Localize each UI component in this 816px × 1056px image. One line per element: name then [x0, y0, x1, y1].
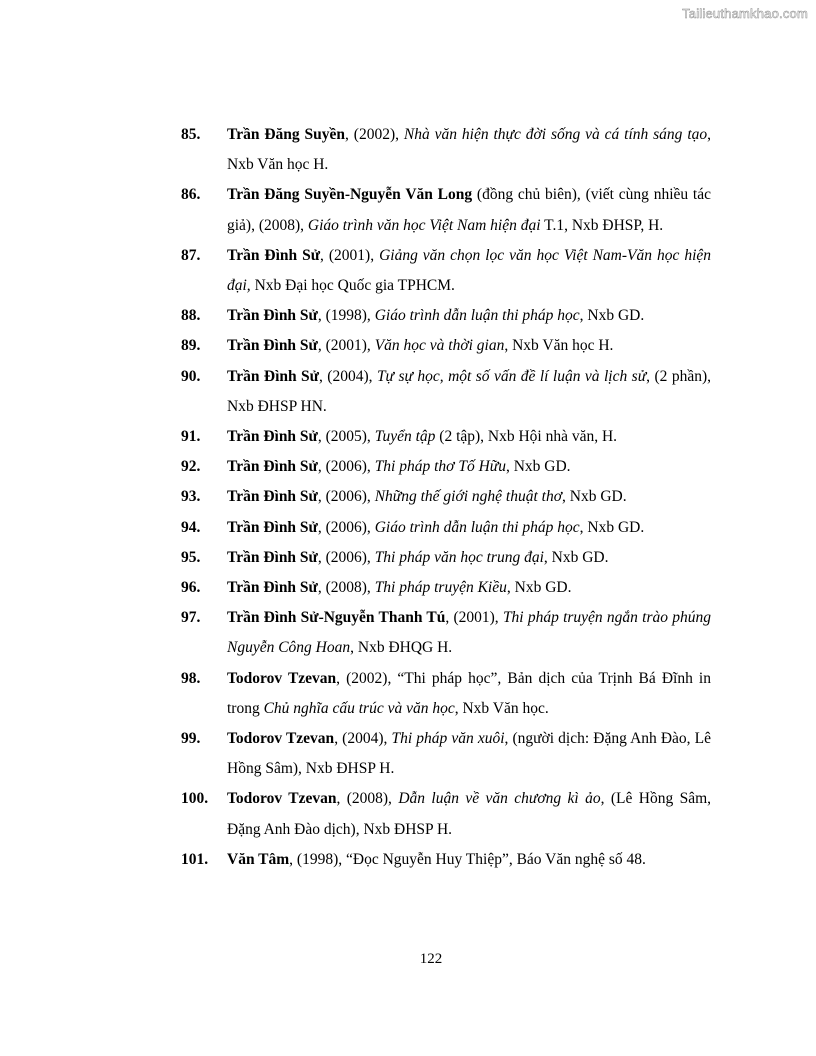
reference-detail: , Nxb GD.	[562, 488, 627, 506]
reference-author: Trần Đình Sử	[227, 488, 318, 506]
reference-entry	[181, 784, 711, 844]
reference-author: Trần Đình Sử	[227, 307, 318, 325]
reference-detail: , (2006),	[317, 458, 375, 476]
reference-author: Trần Đình Sử	[227, 518, 318, 536]
reference-detail: , (2001),	[445, 609, 503, 627]
reference-detail: , (2 phần), Nxb ĐHSP HN.	[227, 367, 711, 415]
reference-detail: , Nxb ĐHQG H.	[350, 639, 453, 657]
reference-number: 85.	[181, 126, 201, 143]
reference-author: Trần Đăng Suyền-Nguyễn Văn Long	[227, 186, 473, 204]
reference-list	[181, 120, 711, 875]
reference-title: Tuyển tập	[374, 428, 436, 446]
reference-author: Todorov Tzevan	[227, 730, 335, 748]
reference-title: Giảng văn chọn lọc văn học Việt Nam-Văn học hiện đại,	[227, 246, 712, 295]
reference-author: Văn Tâm	[227, 850, 290, 868]
reference-entry	[181, 331, 711, 361]
reference-author: Trần Đình Sử	[227, 428, 318, 446]
reference-detail: , (2006),	[317, 548, 375, 566]
reference-detail: , Nxb GD.	[579, 307, 645, 325]
reference-detail: , (2004),	[334, 730, 392, 748]
reference-entry	[181, 422, 711, 452]
reference-author: Trần Đăng Suyền	[227, 126, 346, 143]
reference-number: 90.	[181, 367, 201, 385]
reference-entry	[181, 603, 711, 663]
reference-number: 92.	[181, 458, 201, 476]
reference-entry	[181, 241, 711, 301]
reference-detail: , (1998), “Đọc Nguyễn Huy Thiệp”, Báo Văn nghệ số 48.	[289, 850, 646, 868]
reference-number: 100.	[181, 790, 209, 808]
reference-title: Văn học và thời gian	[374, 337, 505, 355]
reference-text	[227, 603, 711, 663]
reference-text	[227, 664, 711, 724]
reference-entry	[181, 482, 711, 512]
reference-author: Todorov Tzevan	[227, 790, 337, 808]
reference-author: Trần Đình Sử-Nguyễn Thanh Tú	[227, 609, 446, 627]
reference-author: Trần Đình Sử	[227, 337, 318, 355]
reference-number: 101.	[181, 850, 209, 868]
reference-detail: , (2004),	[318, 367, 377, 385]
reference-entry	[181, 664, 711, 724]
reference-detail: , (2008),	[317, 579, 375, 597]
reference-number: 96.	[181, 579, 201, 597]
reference-title: Thi pháp thơ Tố Hữu	[374, 458, 506, 476]
reference-detail: , (2005),	[317, 428, 375, 446]
reference-number: 91.	[181, 428, 201, 446]
reference-detail: , Nxb GD.	[543, 548, 609, 566]
reference-detail: (đồng chủ biên), (viết cùng nhiều tác giả), (2008),	[227, 186, 711, 234]
page-number: 122	[419, 951, 443, 967]
watermark: Tailieuthamkhao.com	[682, 6, 808, 21]
reference-title: Nhà văn hiện thực đời sống và cá tính sáng tạo	[403, 126, 708, 143]
reference-title: ,	[497, 669, 502, 687]
reference-detail: , (2001),	[317, 337, 375, 355]
reference-text	[227, 573, 711, 603]
reference-entry	[181, 452, 711, 482]
reference-entry	[181, 362, 711, 422]
reference-entry	[181, 724, 711, 784]
reference-detail: , Nxb Văn học H.	[504, 337, 614, 355]
reference-detail: , (2002),	[345, 126, 404, 143]
reference-number: 87.	[181, 246, 201, 264]
reference-title: Dẫn luận về văn chương kì ảo	[398, 790, 601, 808]
reference-title: Chủ nghĩa cấu trúc và văn học	[263, 699, 455, 717]
reference-author: Trần Đình Sử	[227, 548, 318, 566]
reference-text	[227, 845, 711, 875]
reference-title: Thi pháp văn xuôi	[391, 730, 505, 748]
reference-detail: Bản dịch của Trịnh Bá Đĩnh in trong	[227, 669, 711, 717]
reference-text	[227, 513, 711, 543]
reference-number: 94.	[181, 518, 201, 536]
reference-entry	[181, 573, 711, 603]
reference-text	[227, 180, 711, 240]
reference-detail: , Nxb Văn học.	[454, 699, 549, 717]
reference-title: Tự sự học, một số vấn đề lí luận và lịch sử	[376, 367, 647, 385]
reference-detail: T.1, Nxb ĐHSP, H.	[540, 216, 664, 234]
reference-number: 95.	[181, 548, 201, 566]
reference-number: 97.	[181, 609, 201, 627]
reference-text	[227, 543, 711, 573]
reference-text	[227, 724, 711, 784]
reference-detail: Nxb Đại học Quốc gia TPHCM.	[250, 277, 455, 295]
reference-author: Trần Đình Sử	[227, 579, 318, 597]
reference-text	[227, 241, 711, 301]
reference-title: Những thế giới nghệ thuật thơ	[374, 488, 562, 506]
reference-text	[227, 301, 711, 331]
reference-number: 86.	[181, 186, 201, 204]
reference-text	[227, 362, 711, 422]
reference-detail: , Nxb GD.	[505, 458, 571, 476]
reference-detail: , (Lê Hồng Sâm, Đặng Anh Đào dịch), Nxb ĐHSP H.	[227, 790, 712, 838]
reference-author: Todorov Tzevan	[227, 669, 337, 687]
reference-detail: , (2006),	[317, 518, 375, 536]
reference-detail: , (1998),	[317, 307, 375, 325]
reference-entry	[181, 180, 711, 240]
reference-title: Giáo trình dẫn luận thi pháp học	[374, 518, 580, 536]
reference-entry	[181, 845, 711, 875]
reference-detail: , Nxb Văn học H.	[227, 126, 712, 174]
reference-detail: , (2002), “Thi pháp học”	[336, 669, 498, 687]
reference-text	[227, 784, 711, 844]
reference-title: Thi pháp truyện ngắn trào phúng Nguyễn Công Hoan	[227, 609, 711, 657]
reference-title: Thi pháp truyện Kiều	[374, 579, 507, 597]
reference-entry	[181, 301, 711, 331]
reference-title: Giáo trình văn học Việt Nam hiện đại	[307, 216, 541, 234]
reference-text	[227, 482, 711, 512]
reference-number: 93.	[181, 488, 201, 506]
reference-text	[227, 452, 711, 482]
reference-title: Giáo trình dẫn luận thi pháp học	[374, 307, 580, 325]
reference-title: Thi pháp văn học trung đại	[374, 548, 544, 566]
reference-number: 99.	[181, 730, 201, 748]
reference-detail: , (2008),	[336, 790, 399, 808]
reference-entry	[181, 543, 711, 573]
reference-entry	[181, 513, 711, 543]
reference-detail: (2 tập), Nxb Hội nhà văn, H.	[435, 428, 618, 446]
reference-detail: , (người dịch: Đặng Anh Đào, Lê Hồng Sâm), Nxb ĐHSP H.	[227, 730, 712, 778]
reference-detail: , (2001),	[320, 246, 380, 264]
reference-text	[227, 422, 711, 452]
reference-detail: , Nxb GD.	[579, 518, 645, 536]
reference-author: Trần Đình Sử	[227, 246, 321, 264]
reference-number: 89.	[181, 337, 201, 355]
reference-author: Trần Đình Sử	[227, 458, 318, 476]
reference-number: 88.	[181, 307, 201, 325]
reference-author: Trần Đình Sử	[227, 367, 319, 385]
reference-text	[227, 120, 711, 180]
reference-entry	[181, 120, 711, 180]
reference-number: 98.	[181, 669, 201, 687]
reference-detail: , Nxb GD.	[506, 579, 572, 597]
reference-detail: , (2006),	[317, 488, 375, 506]
reference-text	[227, 331, 711, 361]
